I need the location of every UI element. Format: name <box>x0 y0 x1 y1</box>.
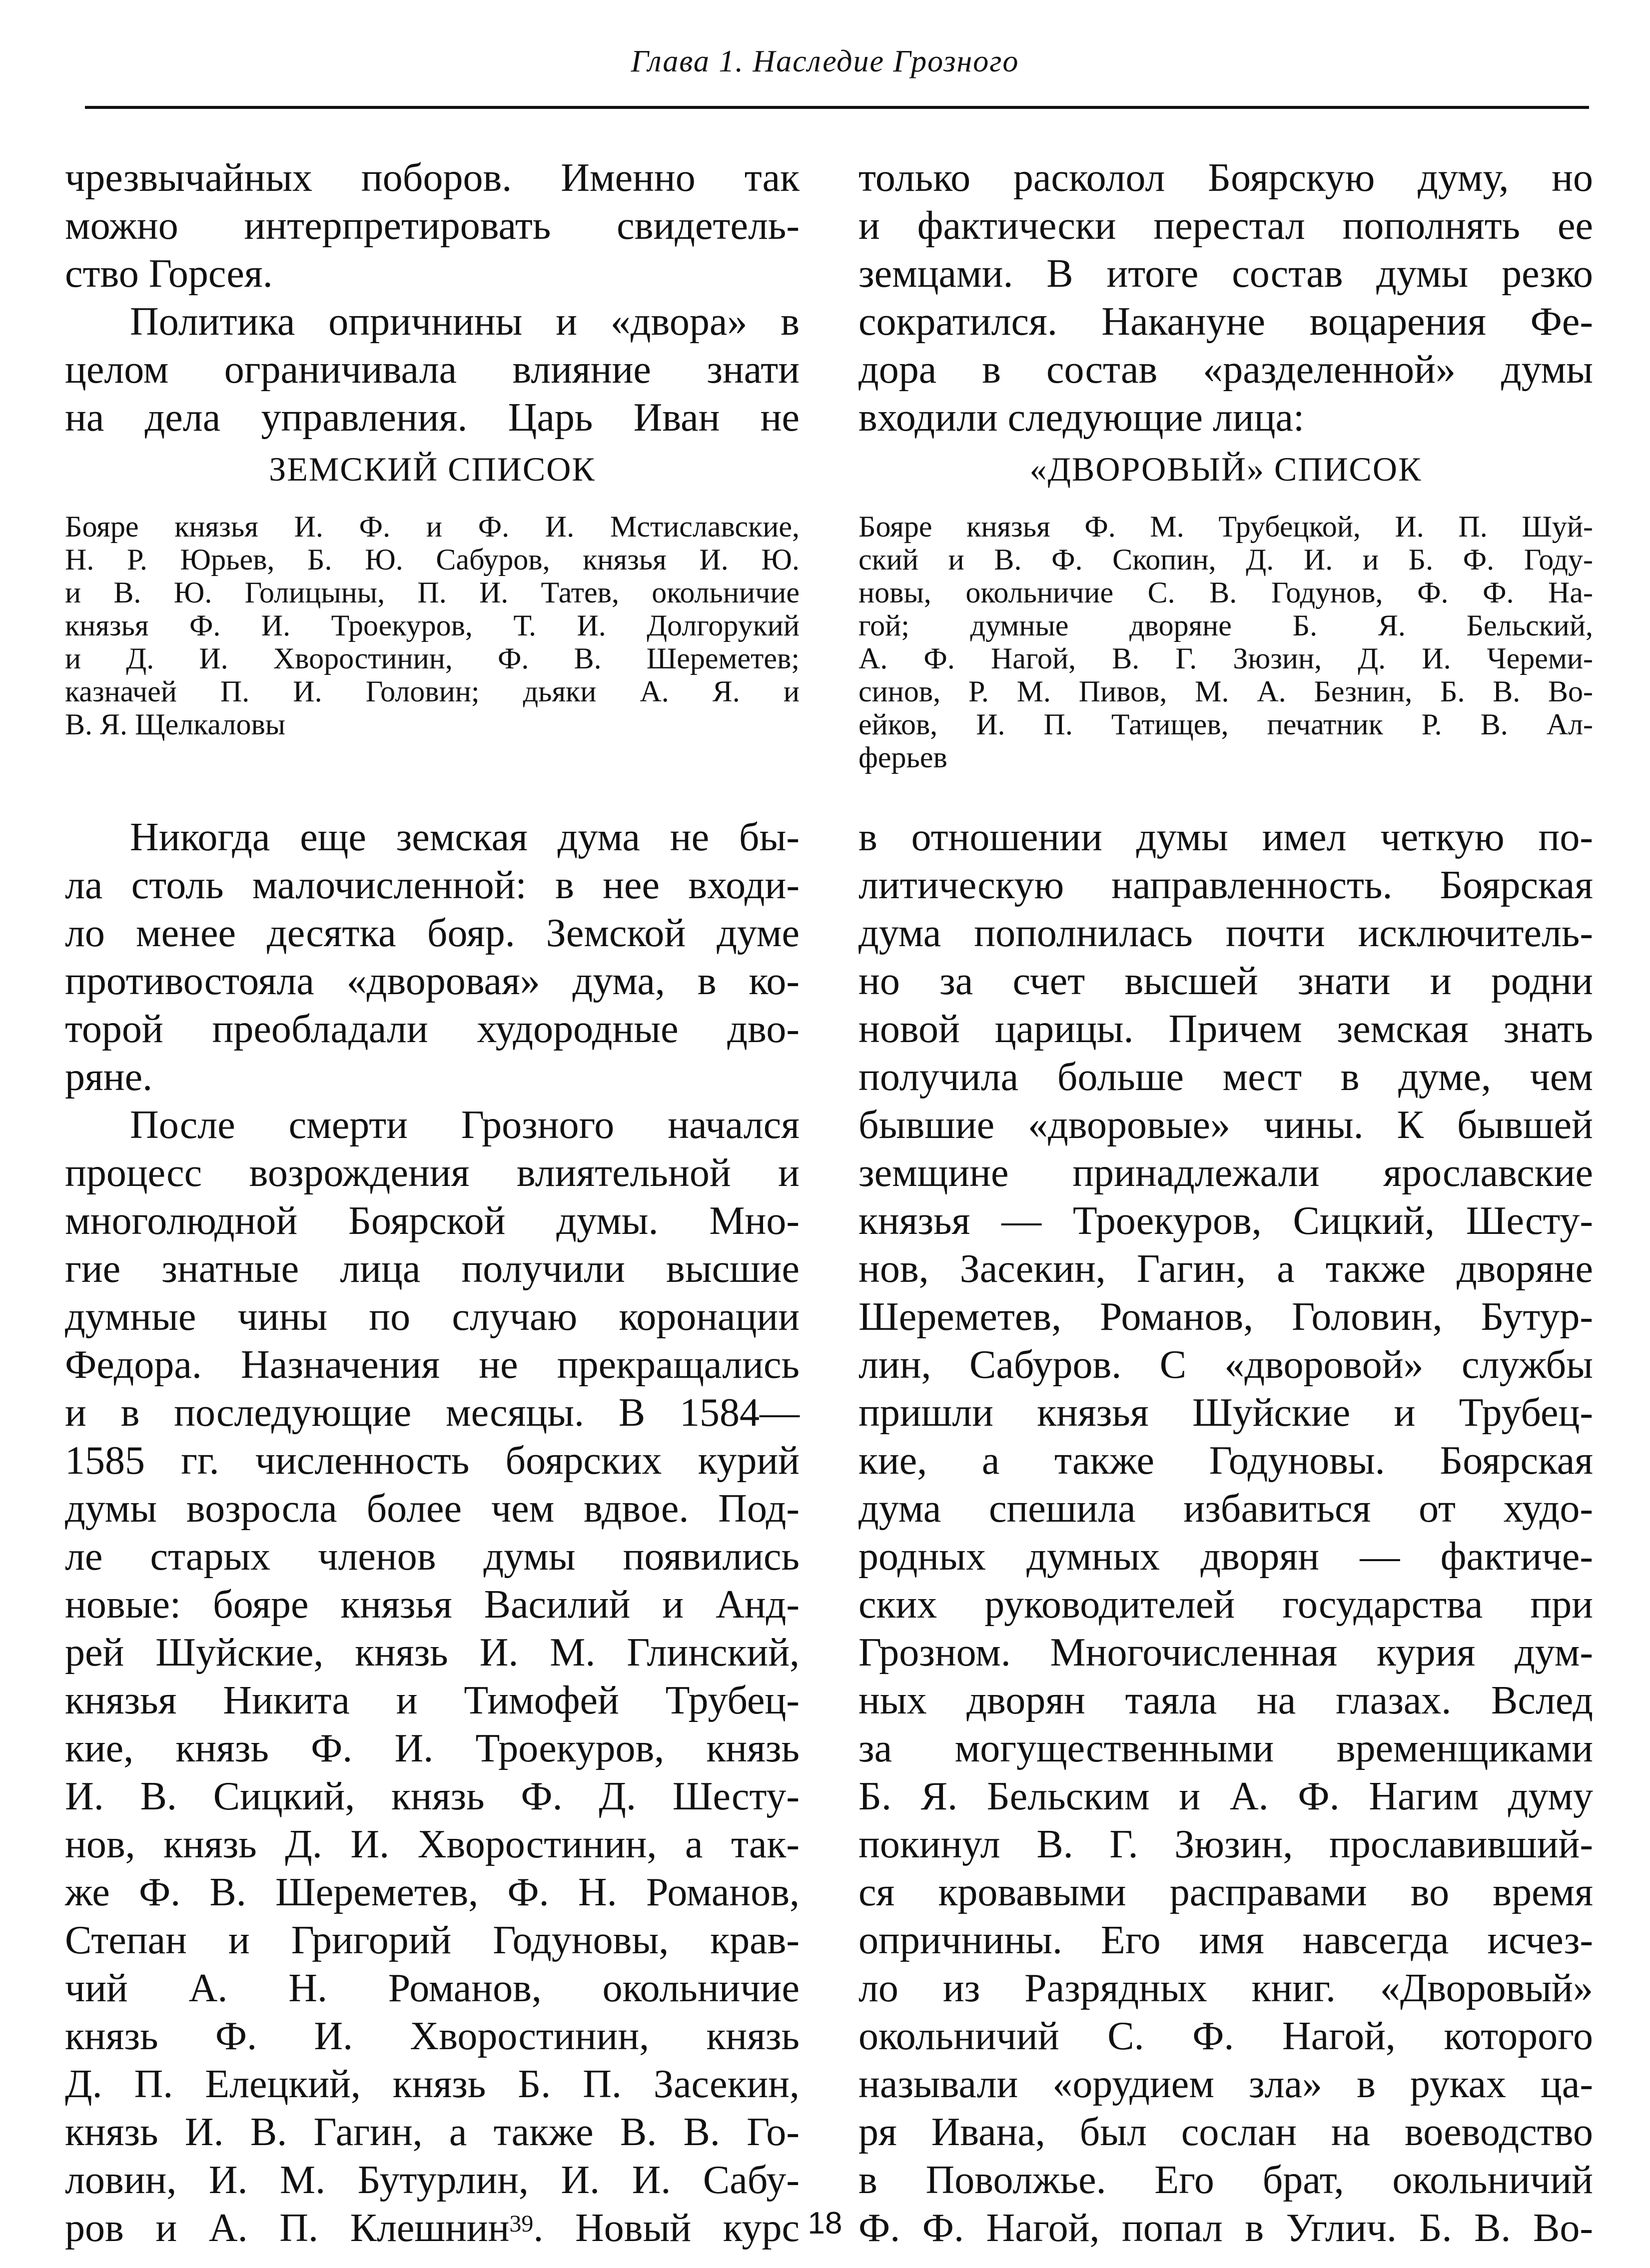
text-line: за могущественными временщиками <box>858 1726 1593 1770</box>
running-header: Глава 1. Наследие Грозного <box>631 44 1019 78</box>
text-line: в Поволжье. Его брат, окольничий <box>858 2158 1593 2202</box>
text-line: нов, Засекин, Гагин, а также дворяне <box>858 1247 1593 1291</box>
text-line: князья — Троекуров, Сицкий, Шесту- <box>858 1199 1593 1243</box>
text-line: литическую направленность. Боярская <box>858 863 1593 907</box>
text-fragment: . Новый курс <box>533 2206 800 2250</box>
list-line: Н. Р. Юрьев, Б. Ю. Сабуров, князья И. Ю. <box>65 543 800 576</box>
text-line: лин, Сабуров. С «дворовой» службы <box>858 1343 1593 1387</box>
text-line: чрезвычайных поборов. Именно так <box>65 156 800 200</box>
list-line: и В. Ю. Голицыны, П. И. Татев, окольничие <box>65 576 800 609</box>
text-line: называли «орудием зла» в руках ца- <box>858 2062 1593 2106</box>
text-line: на дела управления. Царь Иван не <box>65 396 800 440</box>
page-number: 18 <box>808 2206 842 2241</box>
text-line: целом ограничивала влияние знати <box>65 348 800 392</box>
list-line: и Д. И. Хворостинин, Ф. В. Шереметев; <box>65 642 800 675</box>
text-line: Д. П. Елецкий, князь Б. П. Засекин, <box>65 2062 800 2106</box>
dvorovy-list-block <box>858 450 1593 774</box>
list-line: Бояре князья И. Ф. и Ф. И. Мстиславские, <box>65 510 800 543</box>
text-line: ряне. <box>65 1055 153 1099</box>
list-line: В. Я. Щелкаловы <box>65 708 286 741</box>
text-line: ство Горсея. <box>65 252 273 296</box>
text-line: получила больше мест в думе, чем <box>858 1055 1593 1099</box>
text-line: Грозном. Многочисленная курия дум- <box>858 1631 1593 1675</box>
text-line: ся кровавыми расправами во время <box>858 1870 1593 1914</box>
text-line: ле старых членов думы появились <box>65 1535 800 1579</box>
list-line: казначей П. И. Головин; дьяки А. Я. и <box>65 675 800 708</box>
text-line: Никогда еще земская дума не бы- <box>130 815 800 859</box>
text-line: и фактически перестал пополнять ее <box>858 204 1593 248</box>
text-line: князья Никита и Тимофей Трубец- <box>65 1679 800 1722</box>
text-line: сократился. Накануне воцарения Фе- <box>858 300 1593 344</box>
text-line: процесс возрождения влиятельной и <box>65 1151 800 1195</box>
text-line: думы возросла более чем вдвое. Под- <box>65 1487 800 1531</box>
text-line: князь И. В. Гагин, а также В. В. Го- <box>65 2110 800 2154</box>
text-line: родных думных дворян — фактиче- <box>858 1535 1593 1579</box>
zemsky-list-block <box>65 450 800 741</box>
text-line: дума пополнилась почти исключитель- <box>858 911 1593 955</box>
text-line: После смерти Грозного начался <box>130 1103 800 1147</box>
text-line: И. В. Сицкий, князь Ф. Д. Шесту- <box>65 1774 800 1818</box>
text-line: пришли князья Шуйские и Трубец- <box>858 1391 1593 1435</box>
list-line: князья Ф. И. Троекуров, Т. И. Долгорукий <box>65 609 800 642</box>
list-line: А. Ф. Нагой, В. Г. Зюзин, Д. И. Череми- <box>858 642 1593 675</box>
left-para-after-death <box>65 1101 800 2252</box>
footnote-ref[interactable]: 39 <box>509 2211 534 2237</box>
text-line: земцами. В итоге состав думы резко <box>858 252 1593 296</box>
text-line: Политика опричнины и «двора» в <box>130 300 800 344</box>
text-line: и в последующие месяцы. В 1584— <box>65 1391 800 1435</box>
text-line: торой преобладали худородные дво- <box>65 1007 800 1051</box>
text-line: Ф. Ф. Нагой, попал в Углич. Б. В. Во- <box>858 2206 1593 2250</box>
list-line: ферьев <box>858 741 947 774</box>
list-line: синов, Р. М. Пивов, М. А. Безнин, Б. В. Во- <box>858 675 1593 708</box>
text-line: новой царицы. Причем земская знать <box>858 1007 1593 1051</box>
right-para-new-course <box>858 813 1593 2252</box>
text-line: покинул В. Г. Зюзин, прославивший- <box>858 1822 1593 1866</box>
text-line: ло из Разрядных книг. «Дворовый» <box>858 1966 1593 2010</box>
text-line: Федора. Назначения не прекращались <box>65 1343 800 1387</box>
zemsky-list-title: ЗЕМСКИЙ СПИСОК <box>269 450 596 488</box>
text-line: Б. Я. Бельским и А. Ф. Нагим думу <box>858 1774 1593 1818</box>
text-line: ных дворян таяла на глазах. Вслед <box>858 1679 1593 1722</box>
text-line: ла столь малочисленной: в нее входи- <box>65 863 800 907</box>
text-line: в отношении думы имел четкую по- <box>858 815 1593 859</box>
text-line: входили следующие лица: <box>858 396 1305 440</box>
text-line: но за счет высшей знати и родни <box>858 959 1593 1003</box>
dvorovy-list-text <box>858 510 1593 774</box>
text-line: Шереметев, Романов, Головин, Бутур- <box>858 1295 1593 1339</box>
text-line: кие, а также Годуновы. Боярская <box>858 1439 1593 1483</box>
left-para-continuation <box>65 154 800 298</box>
text-line: опричнины. Его имя навсегда исчез- <box>858 1918 1593 1962</box>
left-column-bottom <box>65 813 800 2252</box>
text-line: 1585 гг. численность боярских курий <box>65 1439 800 1483</box>
list-line: Бояре князья Ф. М. Трубецкой, И. П. Шуй- <box>858 510 1593 543</box>
text-line: чий А. Н. Романов, окольничие <box>65 1966 800 2010</box>
text-line: бывшие «дворовые» чины. К бывшей <box>858 1103 1593 1147</box>
list-line: гой; думные дворяне Б. Я. Бельский, <box>858 609 1593 642</box>
text-line: земщине принадлежали ярославские <box>858 1151 1593 1195</box>
text-line: окольничий С. Ф. Нагой, которого <box>858 2014 1593 2058</box>
right-para-continuation <box>858 154 1593 442</box>
text-line: нов, князь Д. И. Хворостинин, а так- <box>65 1822 800 1866</box>
text-line: противостояла «дворовая» дума, в ко- <box>65 959 800 1003</box>
text-line: рей Шуйские, князь И. М. Глинский, <box>65 1631 800 1675</box>
text-line: ловин, И. М. Бутурлин, И. И. Сабу- <box>65 2158 800 2202</box>
text-line: ря Ивана, был сослан на воеводство <box>858 2110 1593 2154</box>
text-line: новые: бояре князья Василий и Анд- <box>65 1583 800 1627</box>
left-column-top <box>65 154 800 442</box>
text-line: думные чины по случаю коронации <box>65 1295 800 1339</box>
left-para-politics <box>65 298 800 442</box>
text-line: гие знатные лица получили высшие <box>65 1247 800 1291</box>
header-rule <box>85 106 1589 109</box>
text-fragment: ров и А. П. Клешнин <box>65 2206 510 2250</box>
text-line: дора в состав «разделенной» думы <box>858 348 1593 392</box>
text-line: ских руководителей государства при <box>858 1583 1593 1627</box>
text-line: кие, князь Ф. И. Троекуров, князь <box>65 1726 800 1770</box>
text-line: же Ф. В. Шереметев, Ф. Н. Романов, <box>65 1870 800 1914</box>
text-line: князь Ф. И. Хворостинин, князь <box>65 2014 800 2058</box>
dvorovy-list-title: «ДВОРОВЫЙ» СПИСОК <box>1029 450 1422 488</box>
list-line: новы, окольничие С. В. Годунов, Ф. Ф. На- <box>858 576 1593 609</box>
text-line: Степан и Григорий Годуновы, крав- <box>65 1918 800 1962</box>
zemsky-list-text <box>65 510 800 741</box>
text-line: только расколол Боярскую думу, но <box>858 156 1593 200</box>
left-para-never <box>65 813 800 1101</box>
list-line: ский и В. Ф. Скопин, Д. И. и Б. Ф. Году- <box>858 543 1593 576</box>
right-column-bottom <box>858 813 1593 2252</box>
text-line: дума спешила избавиться от худо- <box>858 1487 1593 1531</box>
text-line: ло менее десятка бояр. Земской думе <box>65 911 800 955</box>
list-line: ейков, И. П. Татищев, печатник Р. В. Ал- <box>858 708 1593 741</box>
right-column-top <box>858 154 1593 442</box>
text-line: можно интерпретировать свидетель- <box>65 204 800 248</box>
text-line: многолюдной Боярской думы. Мно- <box>65 1199 800 1243</box>
